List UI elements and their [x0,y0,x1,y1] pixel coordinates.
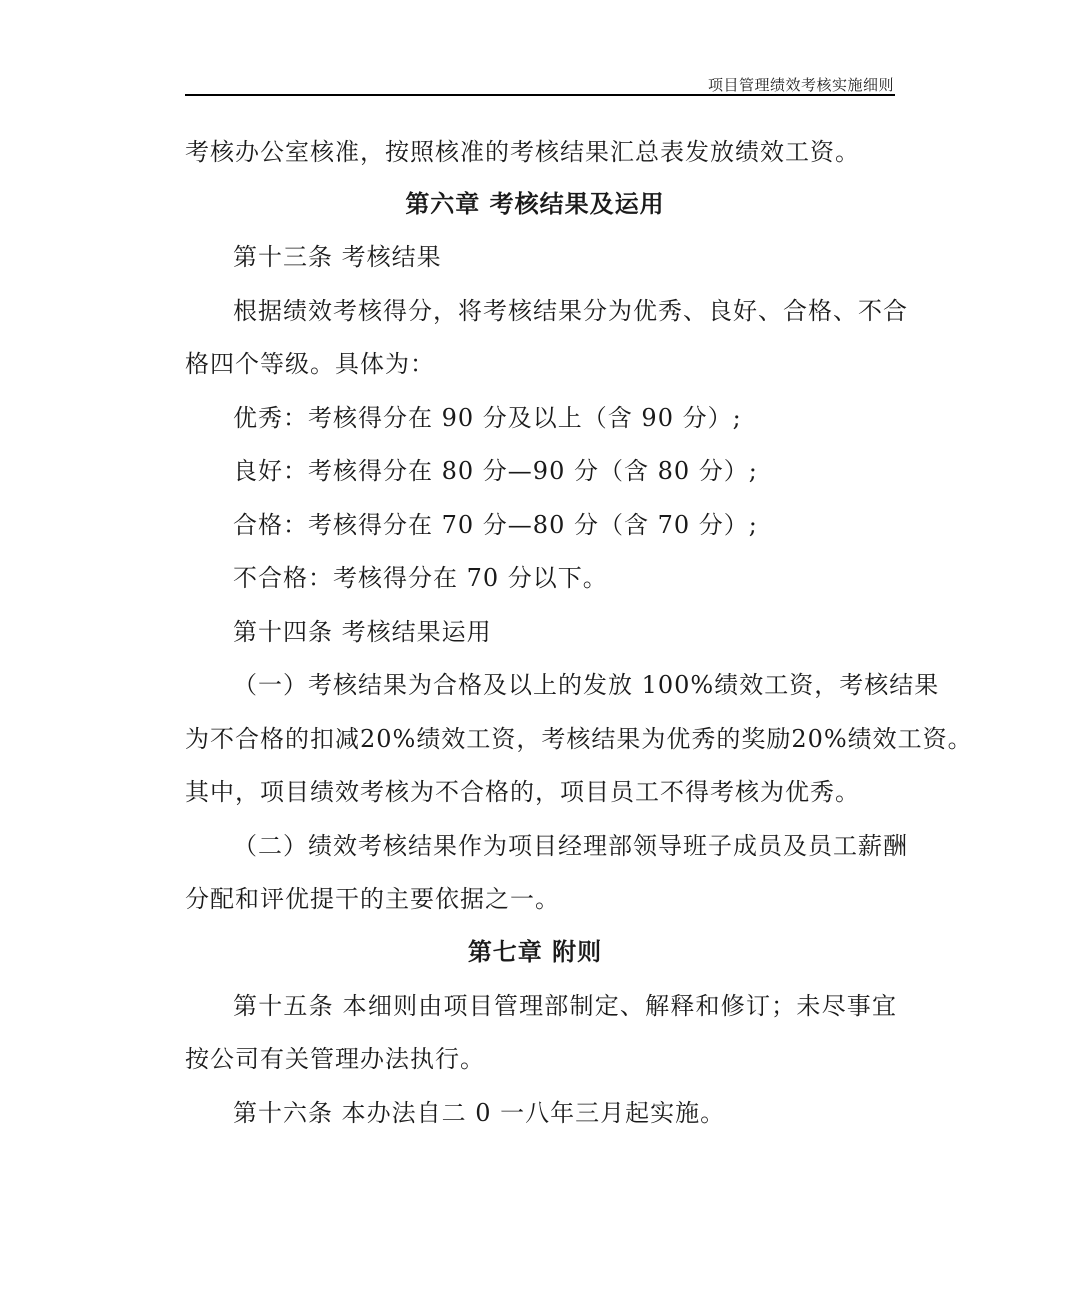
paragraph-line: 为不合格的扣减20%绩效工资，考核结果为优秀的奖励20%绩效工资。 [185,725,973,753]
article-14-title: 第十四条 考核结果运用 [233,618,492,646]
paragraph-line: 格四个等级。具体为： [185,350,435,378]
chapter-6-heading: 第六章 考核结果及运用 [405,189,665,218]
paragraph-line: 分配和评优提干的主要依据之一。 [185,885,560,913]
grade-pass: 合格：考核得分在 70 分—80 分（含 70 分）; [233,511,758,539]
paragraph-line: 根据绩效考核得分，将考核结果分为优秀、良好、合格、不合 [233,297,908,325]
paragraph-line: 考核办公室核准，按照核准的考核结果汇总表发放绩效工资。 [185,138,860,166]
grade-excellent: 优秀：考核得分在 90 分及以上（含 90 分）; [233,404,742,432]
paragraph-line: （一）考核结果为合格及以上的发放 100%绩效工资，考核结果 [233,671,940,699]
paragraph-line: 第十五条 本细则由项目管理部制定、解释和修订；未尽事宜 [233,992,897,1020]
paragraph-line: （二）绩效考核结果作为项目经理部领导班子成员及员工薪酬 [233,832,908,860]
paragraph-line: 按公司有关管理办法执行。 [185,1045,485,1073]
grade-good: 良好：考核得分在 80 分—90 分（含 80 分）; [233,457,758,485]
grade-fail: 不合格：考核得分在 70 分以下。 [233,564,608,592]
article-13-title: 第十三条 考核结果 [233,243,442,271]
header-rule [185,94,895,96]
chapter-7-heading: 第七章 附则 [467,937,603,966]
paragraph-line: 其中，项目绩效考核为不合格的，项目员工不得考核为优秀。 [185,778,860,806]
running-header-title: 项目管理绩效考核实施细则 [707,76,894,94]
paragraph-line: 第十六条 本办法自二 0 一八年三月起实施。 [233,1099,726,1127]
